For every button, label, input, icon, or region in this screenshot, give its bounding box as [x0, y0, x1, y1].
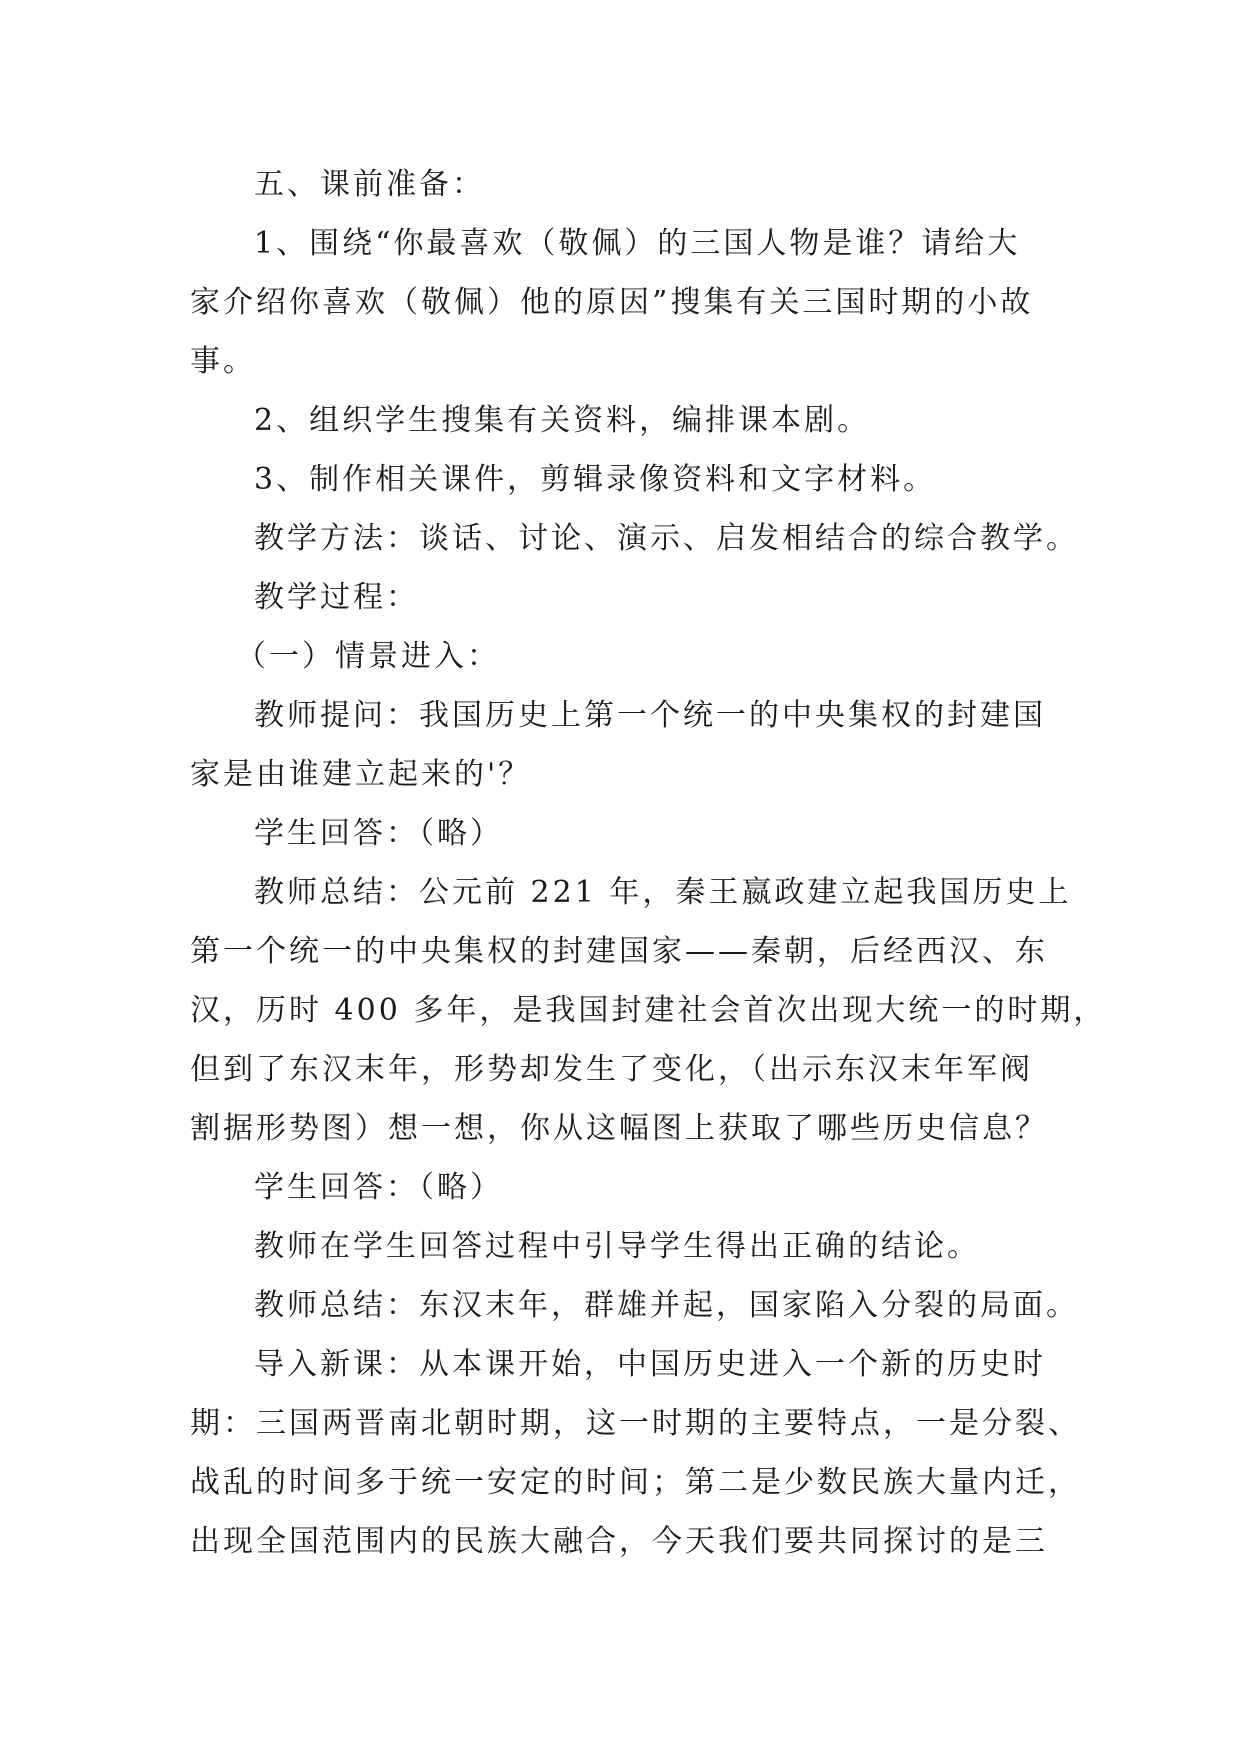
- paragraph-line: 汉，历时 400 多年，是我国封建社会首次出现大统一的时期，: [190, 993, 1107, 1028]
- paragraph-line: 期：三国两晋南北朝时期，这一时期的主要特点，一是分裂、: [190, 1406, 1081, 1441]
- paragraph-line: 教师总结：公元前 221 年，秦王嬴政建立起我国历史上: [254, 875, 1072, 910]
- section-heading-preparation: 五、课前准备：: [254, 167, 485, 202]
- paragraph-line: 第一个统一的中央集权的封建国家——秦朝，后经西汉、东: [190, 934, 1048, 969]
- subsection-heading: （一）情景进入：: [236, 639, 500, 674]
- section-heading-process: 教学过程：: [254, 580, 419, 615]
- paragraph-line: 但到了东汉末年，形势却发生了变化，（出示东汉末年军阀: [190, 1052, 1033, 1087]
- paragraph-line: 家是由谁建立起来的'？: [190, 757, 532, 792]
- paragraph-line: 出现全国范围内的民族大融合，今天我们要共同探讨的是三: [190, 1524, 1048, 1559]
- paragraph-line: 2、组织学生搜集有关资料，编排课本剧。: [254, 403, 871, 438]
- paragraph-line: 3、制作相关课件，剪辑录像资料和文字材料。: [254, 462, 937, 497]
- paragraph-line: 教师提问：我国历史上第一个统一的中央集权的封建国: [254, 698, 1046, 733]
- paragraph-line: 教师总结：东汉末年，群雄并起，国家陷入分裂的局面。: [254, 1288, 1079, 1323]
- paragraph-line: 学生回答：（略）: [254, 1170, 503, 1205]
- paragraph-line: 导入新课：从本课开始，中国历史进入一个新的历史时: [254, 1347, 1046, 1382]
- paragraph-line: 教师在学生回答过程中引导学生得出正确的结论。: [254, 1229, 980, 1264]
- paragraph-line: 1、围绕“你最喜欢（敬佩）的三国人物是谁？请给大: [254, 226, 1021, 261]
- paragraph-line: 战乱的时间多于统一安定的时间；第二是少数民族大量内迁，: [190, 1465, 1081, 1500]
- paragraph-line: 家介绍你喜欢（敬佩）他的原因”搜集有关三国时期的小故: [190, 285, 1034, 320]
- paragraph-line: 割据形势图）想一想，你从这幅图上获取了哪些历史信息？: [190, 1111, 1048, 1146]
- paragraph-line: 事。: [190, 344, 256, 379]
- paragraph-line: 教学方法：谈话、讨论、演示、启发相结合的综合教学。: [254, 521, 1079, 556]
- paragraph-line: 学生回答：（略）: [254, 816, 503, 851]
